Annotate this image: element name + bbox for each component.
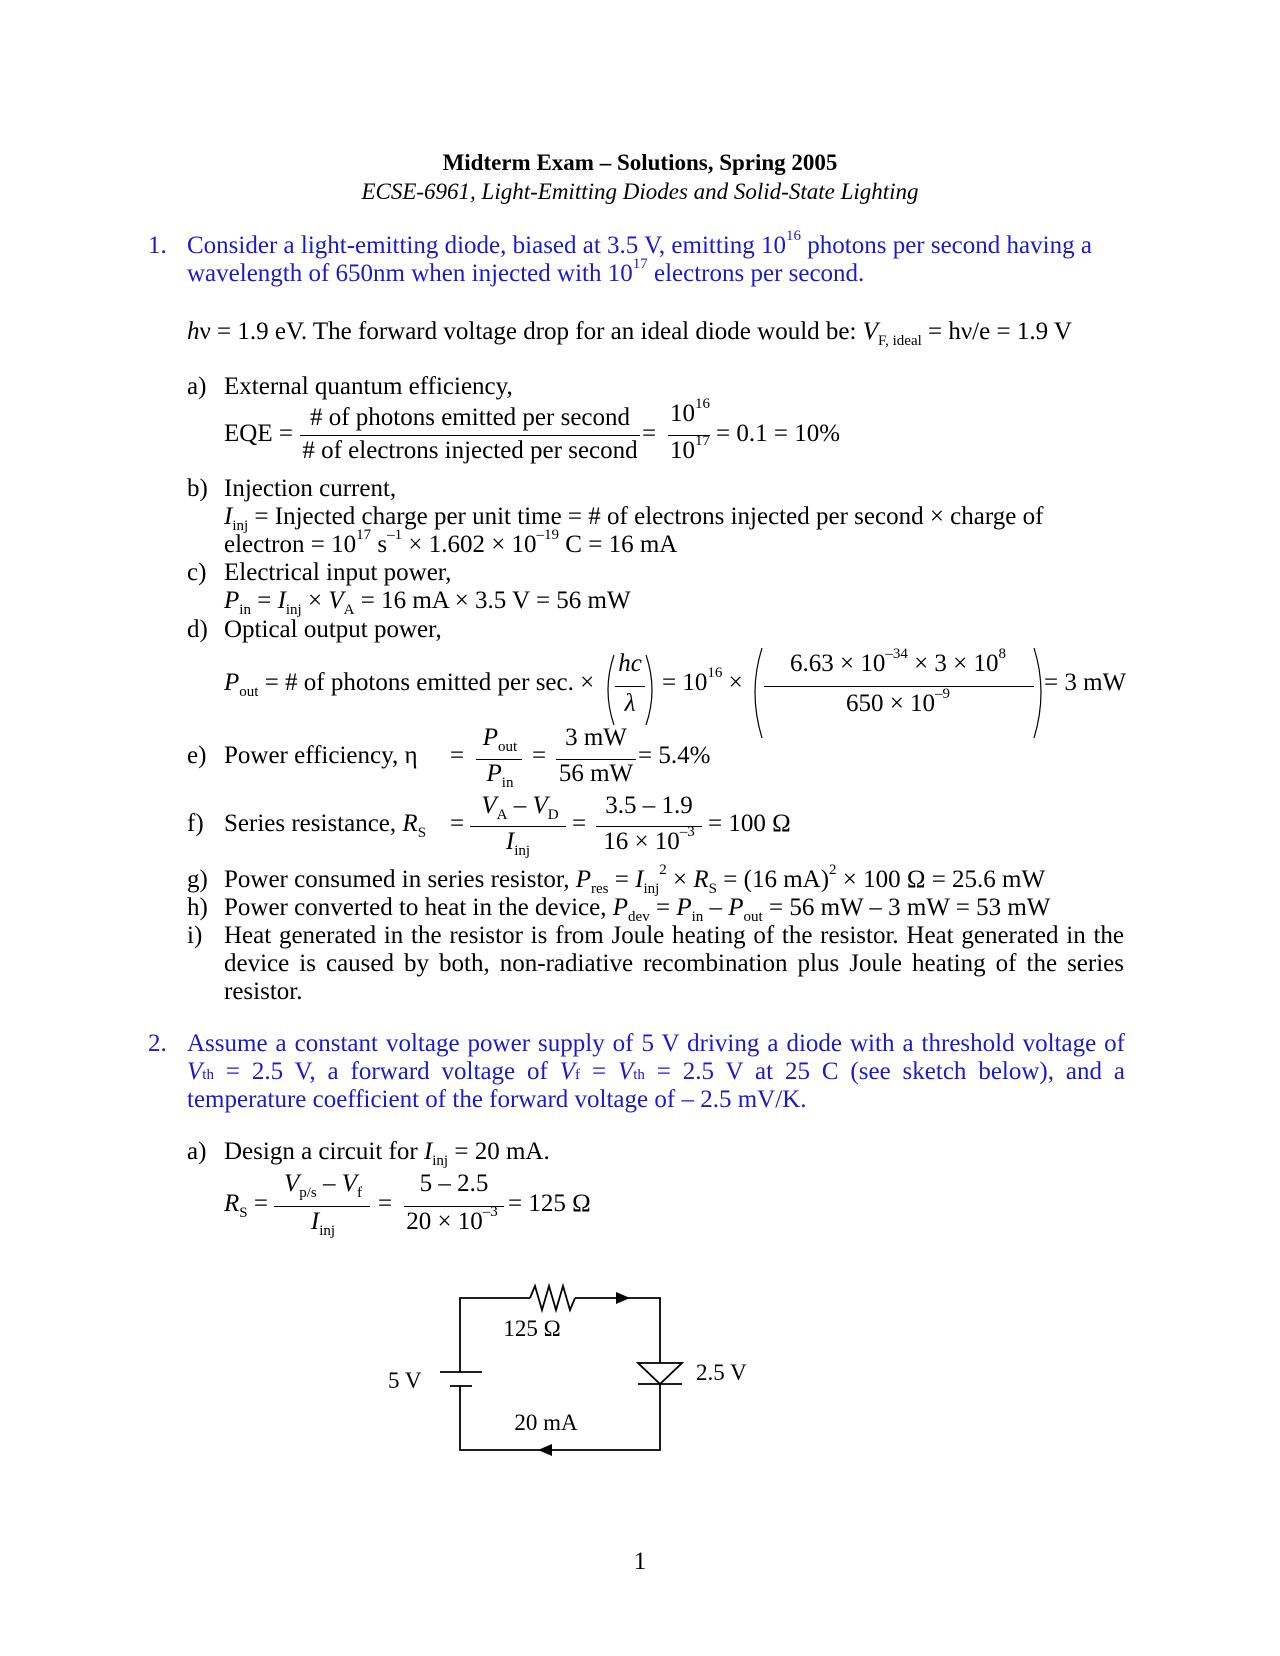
- q1-statement-line1: Consider a light-emitting diode, biased at 3.5 V, emitting $10^{16}$ photons per second having a: [187, 228, 1092, 259]
- rs-num-value: 5 – 2.5: [419, 1170, 489, 1197]
- part-a-text: External quantum efficiency,: [224, 373, 513, 400]
- q2-number: 2.: [148, 1030, 167, 1057]
- efficiency-num-value: 3 mW: [565, 724, 627, 751]
- q1-number: 1.: [148, 232, 167, 259]
- resistance-numerator: $V_A - V_D$: [481, 792, 559, 823]
- rs-den-value: $20 \times 10^{-3}$: [406, 1204, 498, 1235]
- resistance-num-value: 3.5 – 1.9: [605, 792, 693, 819]
- wire-top-right: [575, 1298, 660, 1363]
- efficiency-equals-2: =: [532, 742, 547, 769]
- eqe-fraction-bar: [300, 435, 640, 436]
- eqe-lhs: EQE =: [224, 420, 293, 447]
- hc-numerator: hc: [618, 650, 642, 677]
- pout-fraction-bar: [764, 686, 1034, 687]
- resistance-denominator: $I_{inj}$: [505, 828, 531, 859]
- page-title: Midterm Exam – Solutions, Spring 2005: [442, 150, 838, 175]
- part-c-text: Electrical input power,: [224, 559, 452, 586]
- rs-lhs: $R_S$ =: [224, 1190, 268, 1221]
- resistance-fraction-bar: [470, 826, 566, 827]
- pout-denominator: $650 \times 10^{-9}$: [845, 686, 951, 717]
- resistance-equals-1: =: [450, 810, 465, 837]
- part-i-text: Heat generated in the resistor is from Joule heating of the resistor. Heat generated in the device is caused by both, non-radiative recombination plus Joule heating of the series resistor.: [224, 922, 1124, 1005]
- current-label: 20 mA: [514, 1410, 578, 1435]
- eqe-result: = 0.1 = 10%: [716, 420, 841, 447]
- rs-numerator: $V_{p/s} - V_f$: [283, 1170, 363, 1201]
- part-d-text: Optical output power,: [224, 616, 442, 643]
- resistance-den-value: $16 \times 10^{-3}$: [603, 824, 695, 855]
- rs-denominator: $I_{inj}$: [310, 1208, 336, 1239]
- arrow-bottom: [538, 1444, 552, 1456]
- efficiency-denominator: $P_{in}$: [486, 760, 514, 791]
- output-power-mid: = $10^{16}$ ×: [662, 665, 743, 696]
- input-power-equation: $P_{in} = I_{inj} \times V_A = 16$ mA × 3.5 V = 56 mW: [224, 587, 631, 618]
- part-h-text: Power converted to heat in the device, $P_{dev} = P_{in} - P_{out} = 56$ mW – 3 mW = 53 mW: [224, 894, 1051, 925]
- part-f-label: f): [187, 810, 204, 837]
- course-subtitle: ECSE-6961, Light-Emitting Diodes and Solid-State Lighting: [361, 179, 919, 204]
- injection-current-line2: electron = $10^{17}$ $s^{-1} \times 1.602 \times 10^{-19}$ C = 16 mA: [224, 527, 678, 558]
- part-b-text: Injection current,: [224, 475, 397, 502]
- q2-statement: Assume a constant voltage power supply of 5 V driving a diode with a threshold voltage of $V_{th} = 2.5$ V, a forward voltage of $V_f = V_{th} = 2.5$ V at 25 C (see sketch below), and a temperature coefficient of the forward voltage of – 2.5 mV/K.: [187, 1030, 1125, 1113]
- pout-result: = 3 mW: [1044, 669, 1127, 696]
- efficiency-equals-1: =: [450, 742, 465, 769]
- hc-fraction-bar: [615, 686, 645, 687]
- circuit-diagram: [380, 1280, 747, 1476]
- part-c-label: c): [187, 559, 207, 586]
- part-a-label: a): [187, 373, 207, 400]
- arrow-top: [616, 1292, 630, 1304]
- part-h-label: h): [187, 894, 208, 921]
- supply-label: 5 V: [388, 1368, 422, 1393]
- part-b-label: b): [187, 475, 208, 502]
- resistance-equals-2: =: [572, 810, 587, 837]
- rs-equals: =: [378, 1190, 393, 1217]
- resistor-label: 125 Ω: [503, 1316, 561, 1341]
- photon-energy-line: hν = 1.9 eV. The forward voltage drop for an ideal diode would be: $V_{F, ideal} = h\nu/e = 1.9$ V: [187, 318, 1072, 349]
- efficiency-den-value: 56 mW: [558, 760, 634, 787]
- q1-statement-line2: wavelength of 650nm when injected with $10^{17}$ electrons per second.: [187, 256, 865, 287]
- q2-part-a-label: a): [187, 1138, 207, 1165]
- part-i-label: i): [187, 922, 203, 949]
- eqe-equals: =: [642, 420, 657, 447]
- diode-triangle: [638, 1363, 682, 1384]
- pout-numerator: $6.63 \times 10^{-34} \times 3 \times 10^8$: [789, 646, 1007, 677]
- eqe-num-power: $10^{16}$: [670, 396, 710, 427]
- part-e-text: Power efficiency, η: [224, 742, 418, 769]
- resistance-result: = 100 Ω: [708, 810, 791, 837]
- resistor-symbol: [530, 1286, 575, 1310]
- part-g-text: Power consumed in series resistor, $P_{res} = I_{inj}^2 \times R_S = (16$ mA)$^2$ × 100 Ω = 25.6 mW: [224, 862, 1046, 897]
- part-d-label: d): [187, 616, 208, 643]
- rs-fraction-bar: [274, 1206, 370, 1207]
- page-number: 1: [633, 1548, 647, 1575]
- part-f-text: Series resistance, $R_S$: [224, 810, 427, 841]
- eqe-den-power: $10^{17}$: [670, 433, 710, 464]
- part-g-label: g): [187, 866, 208, 893]
- rs-result: = 125 Ω: [508, 1190, 591, 1217]
- eqe-numerator: # of photons emitted per second: [309, 404, 631, 431]
- part-e-label: e): [187, 742, 207, 769]
- eqe-denominator: # of electrons injected per second: [302, 437, 638, 464]
- efficiency-numerator: $P_{out}$: [482, 724, 518, 755]
- output-power-lhs: $P_{out}$ = # of photons emitted per sec. ×: [224, 669, 595, 700]
- injection-current-line1: $I_{inj}$ = Injected charge per unit time = # of electrons injected per second × charge of: [224, 503, 1044, 534]
- lambda-denominator: λ: [624, 690, 636, 717]
- q2-part-a-text: Design a circuit for $I_{inj} = 20$ mA.: [224, 1138, 550, 1169]
- efficiency-result: = 5.4%: [638, 742, 711, 769]
- diode-label: 2.5 V: [696, 1360, 747, 1385]
